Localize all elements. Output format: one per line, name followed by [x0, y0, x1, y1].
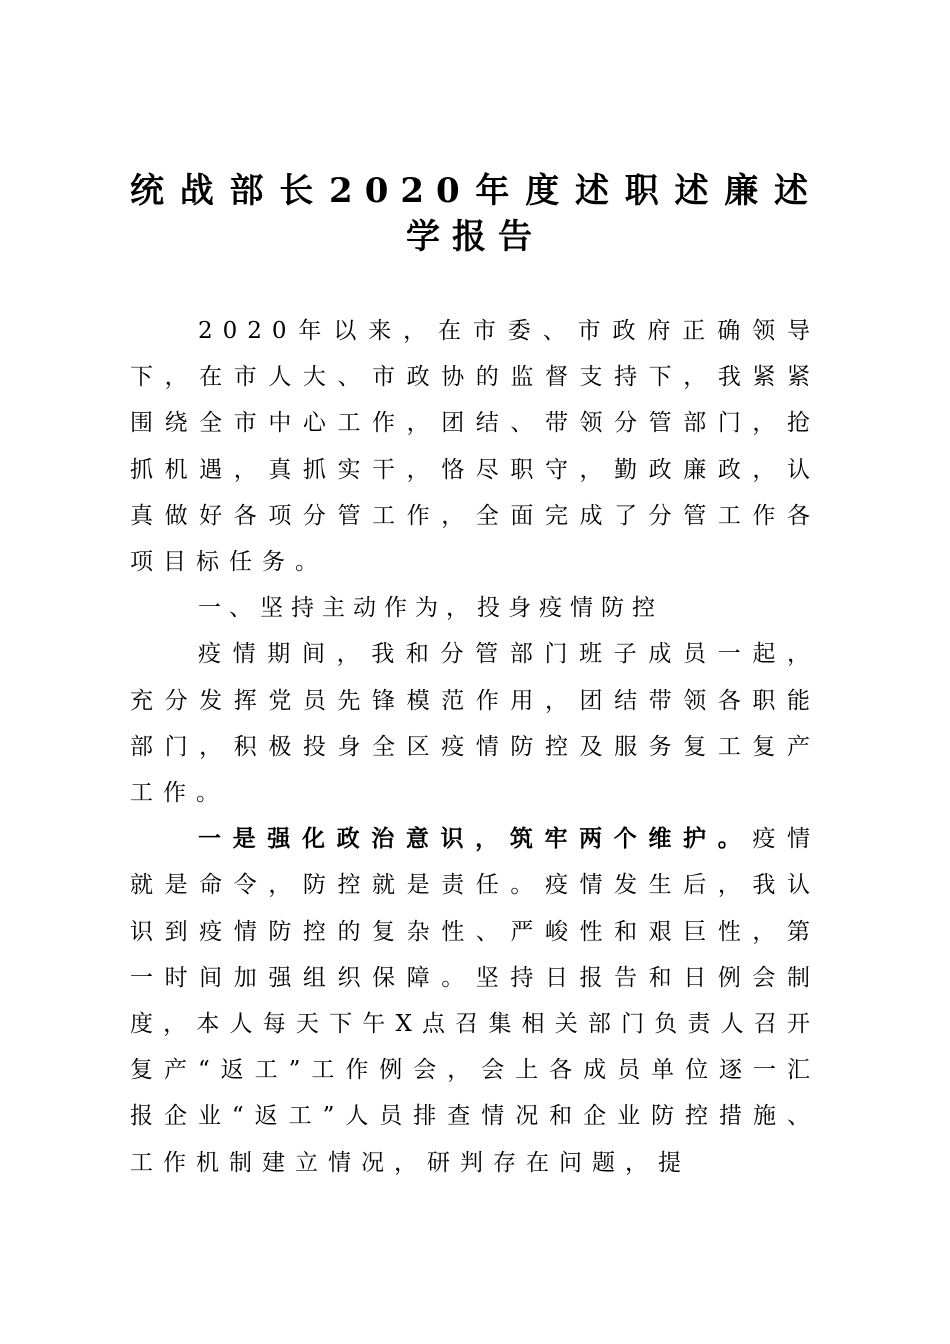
- paragraph-point-1: [130, 816, 820, 1186]
- section-heading-1: 一、坚持主动作为，投身疫情防控: [198, 595, 663, 622]
- document-body: [130, 308, 820, 1186]
- paragraph-section-1-intro: 疫情期间，我和分管部门班子成员一起，充分发挥党员先锋模范作用，团结带领各职能部门，积极投身全区疫情防控及服务复工复产工作。: [130, 641, 820, 807]
- point-1-lead: 一是强化政治意识，筑牢两个维护。: [198, 825, 753, 853]
- document-title: 统战部长2020年度述职述廉述学报告: [130, 171, 820, 257]
- point-1-text: 疫情就是命令，防控就是责任。疫情发生后，我认识到疫情防控的复杂性、严峻性和艰巨性，第一时间加强组织保障。坚持日报告和日例会制度，本人每天下午X点召集相关部门负责人召开复产“返工”工作例会，会上各成员单位逐一汇报企业“返工”人员排查情况和企业防控措施、工作机制建立情况，研判存在问题，提: [130, 826, 821, 1176]
- paragraph-intro: 2020年以来，在市委、市政府正确领导下，在市人大、市政协的监督支持下，我紧紧围绕全市中心工作，团结、带领分管部门，抢抓机遇，真抓实干，恪尽职守，勤政廉政，认真做好各项分管工作，全面完成了分管工作各项目标任务。: [130, 318, 820, 576]
